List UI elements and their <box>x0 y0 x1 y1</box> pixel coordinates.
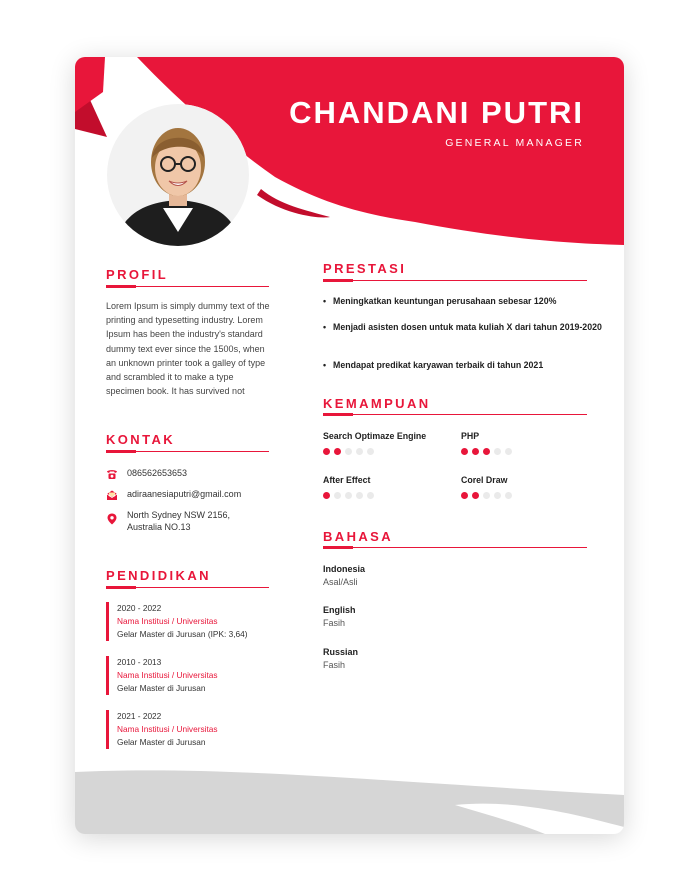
address-text <box>127 510 230 533</box>
contact-email <box>106 489 241 501</box>
rating-dot-filled <box>472 448 479 455</box>
skill-item <box>461 431 512 455</box>
profile-rule <box>106 286 269 287</box>
mail-icon <box>106 489 118 501</box>
rating-dot-empty <box>367 492 374 499</box>
rating-dot-empty <box>356 492 363 499</box>
rating-dot-filled <box>323 492 330 499</box>
skill-item <box>461 475 512 499</box>
rating-dot-empty <box>505 448 512 455</box>
rating-dot-empty <box>494 492 501 499</box>
rating-dot-empty <box>367 448 374 455</box>
contact-rule <box>106 451 269 452</box>
education-entry <box>106 656 218 695</box>
rating-dot-filled <box>461 492 468 499</box>
phone-icon <box>106 468 118 480</box>
rating-dot-empty <box>356 448 363 455</box>
achievement-item: • Meningkatkan keuntungan perusahaan sebesar 120% <box>323 295 603 307</box>
rating-dot-empty <box>494 448 501 455</box>
achievements-heading: PRESTASI <box>323 261 407 276</box>
education-entry <box>106 602 248 641</box>
languages-rule <box>323 547 587 548</box>
profile-heading: PROFIL <box>106 267 169 282</box>
language-name: Indonesia <box>323 564 366 574</box>
skills-heading: KEMAMPUAN <box>323 396 431 411</box>
skill-item <box>323 431 426 455</box>
contact-phone <box>106 468 187 480</box>
portrait-image <box>107 104 249 246</box>
education-degree: Gelar Master di Jurusan (IPK: 3,64) <box>117 629 248 639</box>
languages-heading: BAHASA <box>323 529 394 544</box>
rating-dot-filled <box>483 448 490 455</box>
education-degree: Gelar Master di Jurusan <box>117 683 206 693</box>
language-item <box>323 647 358 670</box>
candidate-role: GENERAL MANAGER <box>445 137 584 149</box>
education-institution: Nama Institusi / Universitas <box>117 670 218 680</box>
rating-dot-empty <box>345 492 352 499</box>
education-years: 2020 - 2022 <box>117 603 162 613</box>
skill-rating <box>323 448 426 455</box>
language-level: Fasih <box>323 660 346 670</box>
resume-page <box>75 57 624 834</box>
language-level: Asal/Asli <box>323 577 358 587</box>
education-rule <box>106 587 269 588</box>
education-years: 2021 - 2022 <box>117 711 162 721</box>
skill-name: After Effect <box>323 475 371 485</box>
skill-name: Corel Draw <box>461 475 508 485</box>
rating-dot-filled <box>334 448 341 455</box>
language-name: Russian <box>323 647 359 657</box>
location-icon <box>106 513 118 525</box>
language-name: English <box>323 605 356 615</box>
achievements-rule <box>323 280 587 281</box>
rating-dot-empty <box>345 448 352 455</box>
skill-rating <box>461 448 512 455</box>
address-line-1: North Sydney NSW 2156, <box>127 510 231 520</box>
achievement-item: • Mendapat predikat karyawan terbaik di tahun 2021 <box>323 359 603 371</box>
contact-heading: KONTAK <box>106 432 176 447</box>
education-institution: Nama Institusi / Universitas <box>117 616 218 626</box>
profile-photo <box>107 104 249 246</box>
skill-rating <box>323 492 374 499</box>
rating-dot-empty <box>483 492 490 499</box>
education-entry <box>106 710 218 749</box>
profile-text: Lorem Ipsum is simply dummy text of the printing and typesetting industry. Lorem Ipsum has been the industry's standard dummy text ever since the 1500s, when an unknown printer took a galley of type and scrambled it to make a type specimen book. It has survived not <box>106 301 270 397</box>
education-degree: Gelar Master di Jurusan <box>117 737 206 747</box>
skill-rating <box>461 492 512 499</box>
rating-dot-filled <box>461 448 468 455</box>
rating-dot-filled <box>472 492 479 499</box>
education-years: 2010 - 2013 <box>117 657 162 667</box>
education-institution: Nama Institusi / Universitas <box>117 724 218 734</box>
skills-rule <box>323 414 587 415</box>
language-item <box>323 564 365 587</box>
rating-dot-filled <box>323 448 330 455</box>
language-level: Fasih <box>323 618 346 628</box>
contact-address <box>106 510 230 533</box>
education-heading: PENDIDIKAN <box>106 568 211 583</box>
skill-name: PHP <box>461 431 480 441</box>
phone-number: 086562653653 <box>127 468 188 478</box>
language-item <box>323 605 356 628</box>
rating-dot-empty <box>505 492 512 499</box>
candidate-name: CHANDANI PUTRI <box>289 95 584 130</box>
achievement-item: • Menjadi asisten dosen untuk mata kuliah X dari tahun 2019-2020 <box>323 321 603 333</box>
skill-name: Search Optimaze Engine <box>323 431 427 441</box>
address-line-2: Australia NO.13 <box>127 521 191 532</box>
rating-dot-empty <box>334 492 341 499</box>
email-address: adiraanesiaputri@gmail.com <box>127 489 242 499</box>
skill-item <box>323 475 374 499</box>
